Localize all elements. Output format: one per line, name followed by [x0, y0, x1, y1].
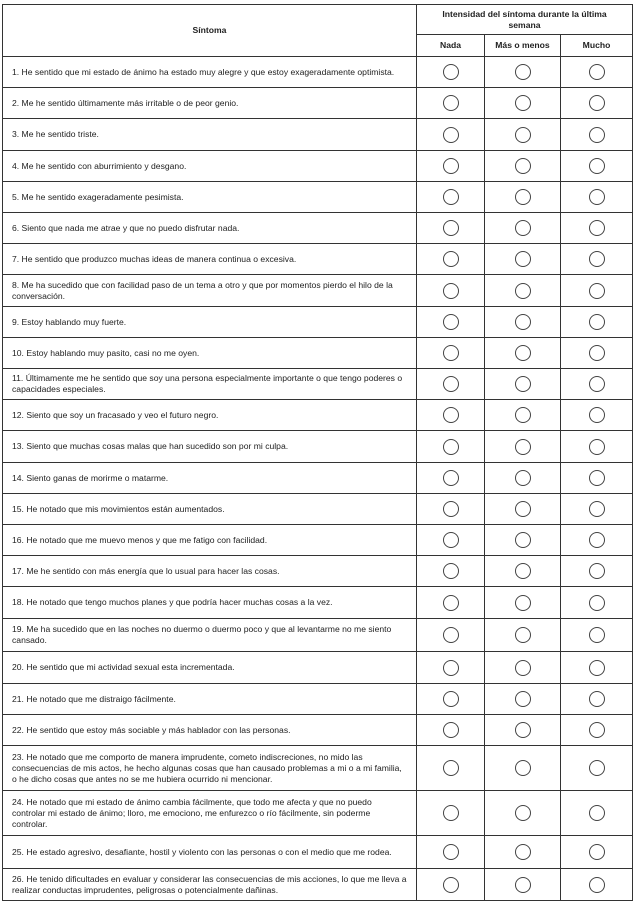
radio-mas-o-menos[interactable]	[515, 660, 531, 676]
symptom-table	[2, 4, 633, 901]
symptom-text: 8. Me ha sucedido que con facilidad paso de un tema a otro y que por momentos pierdo el hilo de la conversación.	[3, 275, 417, 307]
radio-mucho[interactable]	[589, 189, 605, 205]
table-row	[3, 463, 633, 494]
symptom-text: 18. He notado que tengo muchos planes y que podría hacer muchas cosas a la vez.	[3, 587, 417, 619]
radio-nada[interactable]	[443, 439, 459, 455]
option-header-mucho: Mucho	[561, 35, 633, 57]
radio-mas-o-menos[interactable]	[515, 722, 531, 738]
option-cell-nada	[417, 151, 485, 182]
radio-mucho[interactable]	[589, 760, 605, 776]
option-cell-mas-o-menos	[485, 587, 561, 619]
radio-nada[interactable]	[443, 127, 459, 143]
table-row	[3, 369, 633, 400]
radio-nada[interactable]	[443, 532, 459, 548]
option-cell-mucho	[561, 275, 633, 307]
option-cell-nada	[417, 791, 485, 836]
radio-nada[interactable]	[443, 220, 459, 236]
table-row	[3, 244, 633, 275]
radio-nada[interactable]	[443, 595, 459, 611]
radio-mas-o-menos[interactable]	[515, 877, 531, 893]
option-cell-mas-o-menos	[485, 684, 561, 715]
radio-mucho[interactable]	[589, 64, 605, 80]
option-cell-nada	[417, 556, 485, 587]
symptom-text: 14. Siento ganas de morirme o matarme.	[3, 463, 417, 494]
radio-mucho[interactable]	[589, 220, 605, 236]
option-cell-mas-o-menos	[485, 463, 561, 494]
option-cell-mucho	[561, 791, 633, 836]
option-cell-nada	[417, 307, 485, 338]
table-row	[3, 652, 633, 684]
intensity-header: Intensidad del síntoma durante la última semana	[417, 5, 633, 35]
option-cell-mucho	[561, 338, 633, 369]
option-cell-nada	[417, 525, 485, 556]
symptom-text: 2. Me he sentido últimamente más irritable o de peor genio.	[3, 88, 417, 119]
option-cell-nada	[417, 619, 485, 652]
radio-mas-o-menos[interactable]	[515, 805, 531, 821]
radio-mas-o-menos[interactable]	[515, 64, 531, 80]
option-cell-mucho	[561, 431, 633, 463]
radio-nada[interactable]	[443, 283, 459, 299]
symptom-text: 13. Siento que muchas cosas malas que han sucedido son por mi culpa.	[3, 431, 417, 463]
radio-mas-o-menos[interactable]	[515, 314, 531, 330]
radio-mucho[interactable]	[589, 158, 605, 174]
symptom-text: 25. He estado agresivo, desafiante, hostil y violento con las personas o con el medio que me rodea.	[3, 836, 417, 869]
radio-mucho[interactable]	[589, 439, 605, 455]
option-cell-mucho	[561, 213, 633, 244]
option-cell-mas-o-menos	[485, 525, 561, 556]
option-cell-mas-o-menos	[485, 869, 561, 901]
option-cell-mas-o-menos	[485, 791, 561, 836]
table-row	[3, 556, 633, 587]
radio-nada[interactable]	[443, 64, 459, 80]
radio-nada[interactable]	[443, 376, 459, 392]
radio-mucho[interactable]	[589, 376, 605, 392]
option-cell-mas-o-menos	[485, 213, 561, 244]
option-cell-nada	[417, 182, 485, 213]
radio-nada[interactable]	[443, 844, 459, 860]
option-cell-mas-o-menos	[485, 275, 561, 307]
radio-mucho[interactable]	[589, 470, 605, 486]
option-cell-mucho	[561, 619, 633, 652]
option-cell-nada	[417, 684, 485, 715]
radio-mas-o-menos[interactable]	[515, 844, 531, 860]
option-cell-mucho	[561, 119, 633, 151]
radio-nada[interactable]	[443, 722, 459, 738]
symptom-text: 9. Estoy hablando muy fuerte.	[3, 307, 417, 338]
option-cell-mucho	[561, 587, 633, 619]
radio-nada[interactable]	[443, 563, 459, 579]
option-cell-nada	[417, 869, 485, 901]
option-cell-mucho	[561, 463, 633, 494]
table-row	[3, 684, 633, 715]
table-row	[3, 494, 633, 525]
radio-mucho[interactable]	[589, 345, 605, 361]
radio-mucho[interactable]	[589, 95, 605, 111]
option-cell-mucho	[561, 494, 633, 525]
radio-mas-o-menos[interactable]	[515, 532, 531, 548]
symptom-text: 19. Me ha sucedido que en las noches no duermo o duermo poco y que al levantarme no me siento cansado.	[3, 619, 417, 652]
option-cell-nada	[417, 369, 485, 400]
option-cell-mucho	[561, 556, 633, 587]
radio-nada[interactable]	[443, 314, 459, 330]
table-row	[3, 619, 633, 652]
option-header-mas-o-menos: Más o menos	[485, 35, 561, 57]
table-row	[3, 431, 633, 463]
symptom-text: 21. He notado que me distraigo fácilmente.	[3, 684, 417, 715]
option-cell-mas-o-menos	[485, 244, 561, 275]
option-cell-nada	[417, 275, 485, 307]
option-cell-nada	[417, 119, 485, 151]
table-row	[3, 182, 633, 213]
radio-mucho[interactable]	[589, 127, 605, 143]
radio-nada[interactable]	[443, 407, 459, 423]
option-cell-mucho	[561, 307, 633, 338]
option-cell-nada	[417, 463, 485, 494]
radio-mas-o-menos[interactable]	[515, 501, 531, 517]
option-cell-nada	[417, 715, 485, 746]
radio-mucho[interactable]	[589, 501, 605, 517]
symptom-text: 23. He notado que me comporto de manera imprudente, cometo indiscreciones, no mido las consecuencias de mis actos, he hecho algunas cosas que han causado problemas a mi o a mi familia, o he dicho cosas que antes no se me hubiera ocurrido ni mencionar.	[3, 746, 417, 791]
radio-mas-o-menos[interactable]	[515, 760, 531, 776]
option-cell-nada	[417, 746, 485, 791]
option-cell-nada	[417, 494, 485, 525]
symptom-text: 11. Últimamente me he sentido que soy una persona especialmente importante o que tengo poderes o capacidades especiales.	[3, 369, 417, 400]
option-cell-nada	[417, 57, 485, 88]
option-cell-nada	[417, 213, 485, 244]
symptom-text: 1. He sentido que mi estado de ánimo ha estado muy alegre y que estoy exageradamente optimista.	[3, 57, 417, 88]
radio-mas-o-menos[interactable]	[515, 189, 531, 205]
symptom-text: 15. He notado que mis movimientos están aumentados.	[3, 494, 417, 525]
option-cell-mas-o-menos	[485, 431, 561, 463]
symptom-text: 10. Estoy hablando muy pasito, casi no me oyen.	[3, 338, 417, 369]
radio-mas-o-menos[interactable]	[515, 563, 531, 579]
radio-mucho[interactable]	[589, 877, 605, 893]
option-cell-mas-o-menos	[485, 88, 561, 119]
option-cell-mas-o-menos	[485, 619, 561, 652]
symptom-text: 16. He notado que me muevo menos y que me fatigo con facilidad.	[3, 525, 417, 556]
radio-mas-o-menos[interactable]	[515, 691, 531, 707]
option-cell-nada	[417, 88, 485, 119]
option-cell-mucho	[561, 715, 633, 746]
symptom-text: 17. Me he sentido con más energía que lo usual para hacer las cosas.	[3, 556, 417, 587]
table-row	[3, 213, 633, 244]
radio-mucho[interactable]	[589, 563, 605, 579]
option-cell-nada	[417, 431, 485, 463]
radio-mucho[interactable]	[589, 251, 605, 267]
radio-mas-o-menos[interactable]	[515, 345, 531, 361]
option-cell-mas-o-menos	[485, 652, 561, 684]
option-cell-mucho	[561, 836, 633, 869]
radio-mas-o-menos[interactable]	[515, 95, 531, 111]
option-cell-mas-o-menos	[485, 307, 561, 338]
symptom-text: 20. He sentido que mi actividad sexual esta incrementada.	[3, 652, 417, 684]
option-cell-nada	[417, 338, 485, 369]
radio-nada[interactable]	[443, 627, 459, 643]
option-cell-nada	[417, 836, 485, 869]
radio-mas-o-menos[interactable]	[515, 470, 531, 486]
option-cell-mas-o-menos	[485, 556, 561, 587]
radio-nada[interactable]	[443, 189, 459, 205]
symptom-text: 7. He sentido que produzco muchas ideas de manera continua o excesiva.	[3, 244, 417, 275]
option-cell-mucho	[561, 244, 633, 275]
table-row	[3, 119, 633, 151]
option-cell-mucho	[561, 525, 633, 556]
symptom-text: 24. He notado que mi estado de ánimo cambia fácilmente, que todo me afecta y que no puedo controlar mi estado de ánimo; lloro, me emociono, me enfurezco o río fácilmente, sin poderme controlar.	[3, 791, 417, 836]
option-cell-mas-o-menos	[485, 746, 561, 791]
table-row	[3, 275, 633, 307]
option-cell-mucho	[561, 400, 633, 431]
option-cell-mucho	[561, 151, 633, 182]
radio-nada[interactable]	[443, 95, 459, 111]
radio-nada[interactable]	[443, 345, 459, 361]
table-row	[3, 57, 633, 88]
radio-mas-o-menos[interactable]	[515, 158, 531, 174]
option-cell-mucho	[561, 57, 633, 88]
radio-nada[interactable]	[443, 691, 459, 707]
radio-mucho[interactable]	[589, 722, 605, 738]
radio-nada[interactable]	[443, 760, 459, 776]
radio-nada[interactable]	[443, 470, 459, 486]
radio-mucho[interactable]	[589, 532, 605, 548]
symptom-text: 22. He sentido que estoy más sociable y más hablador con las personas.	[3, 715, 417, 746]
option-cell-mas-o-menos	[485, 400, 561, 431]
option-cell-mas-o-menos	[485, 836, 561, 869]
symptom-text: 4. Me he sentido con aburrimiento y desgano.	[3, 151, 417, 182]
option-cell-mucho	[561, 652, 633, 684]
symptom-text: 12. Siento que soy un fracasado y veo el futuro negro.	[3, 400, 417, 431]
option-cell-mucho	[561, 869, 633, 901]
radio-mucho[interactable]	[589, 283, 605, 299]
table-row	[3, 525, 633, 556]
option-cell-mas-o-menos	[485, 338, 561, 369]
radio-nada[interactable]	[443, 501, 459, 517]
option-cell-nada	[417, 244, 485, 275]
radio-nada[interactable]	[443, 660, 459, 676]
symptom-text: 26. He tenido dificultades en evaluar y considerar las consecuencias de mis acciones, lo que me lleva a realizar conductas imprudentes, peligrosas o potencialmente dañinas.	[3, 869, 417, 901]
radio-mucho[interactable]	[589, 805, 605, 821]
radio-nada[interactable]	[443, 251, 459, 267]
symptom-header: Síntoma	[3, 5, 417, 57]
table-row	[3, 307, 633, 338]
option-cell-mucho	[561, 684, 633, 715]
radio-mas-o-menos[interactable]	[515, 439, 531, 455]
radio-mucho[interactable]	[589, 627, 605, 643]
symptom-text: 5. Me he sentido exageradamente pesimista.	[3, 182, 417, 213]
table-row	[3, 869, 633, 901]
radio-mucho[interactable]	[589, 691, 605, 707]
table-row	[3, 836, 633, 869]
radio-nada[interactable]	[443, 805, 459, 821]
radio-mucho[interactable]	[589, 660, 605, 676]
option-cell-mucho	[561, 369, 633, 400]
radio-mas-o-menos[interactable]	[515, 376, 531, 392]
radio-mas-o-menos[interactable]	[515, 595, 531, 611]
option-cell-mas-o-menos	[485, 369, 561, 400]
option-cell-mas-o-menos	[485, 182, 561, 213]
option-cell-mas-o-menos	[485, 494, 561, 525]
table-row	[3, 587, 633, 619]
radio-mas-o-menos[interactable]	[515, 627, 531, 643]
table-row	[3, 88, 633, 119]
radio-mas-o-menos[interactable]	[515, 407, 531, 423]
symptom-text: 3. Me he sentido triste.	[3, 119, 417, 151]
option-cell-mas-o-menos	[485, 119, 561, 151]
table-row	[3, 791, 633, 836]
radio-mucho[interactable]	[589, 595, 605, 611]
table-row	[3, 151, 633, 182]
radio-mucho[interactable]	[589, 407, 605, 423]
radio-mas-o-menos[interactable]	[515, 251, 531, 267]
table-row	[3, 400, 633, 431]
radio-mas-o-menos[interactable]	[515, 283, 531, 299]
option-cell-mas-o-menos	[485, 57, 561, 88]
table-row	[3, 715, 633, 746]
option-cell-nada	[417, 587, 485, 619]
radio-mucho[interactable]	[589, 844, 605, 860]
option-cell-mucho	[561, 88, 633, 119]
radio-mucho[interactable]	[589, 314, 605, 330]
option-header-nada: Nada	[417, 35, 485, 57]
option-cell-mucho	[561, 746, 633, 791]
radio-nada[interactable]	[443, 877, 459, 893]
radio-mas-o-menos[interactable]	[515, 220, 531, 236]
radio-mas-o-menos[interactable]	[515, 127, 531, 143]
radio-nada[interactable]	[443, 158, 459, 174]
option-cell-mas-o-menos	[485, 151, 561, 182]
option-cell-nada	[417, 400, 485, 431]
table-row	[3, 746, 633, 791]
option-cell-mas-o-menos	[485, 715, 561, 746]
option-cell-mucho	[561, 182, 633, 213]
symptom-text: 6. Siento que nada me atrae y que no puedo disfrutar nada.	[3, 213, 417, 244]
table-row	[3, 338, 633, 369]
option-cell-nada	[417, 652, 485, 684]
